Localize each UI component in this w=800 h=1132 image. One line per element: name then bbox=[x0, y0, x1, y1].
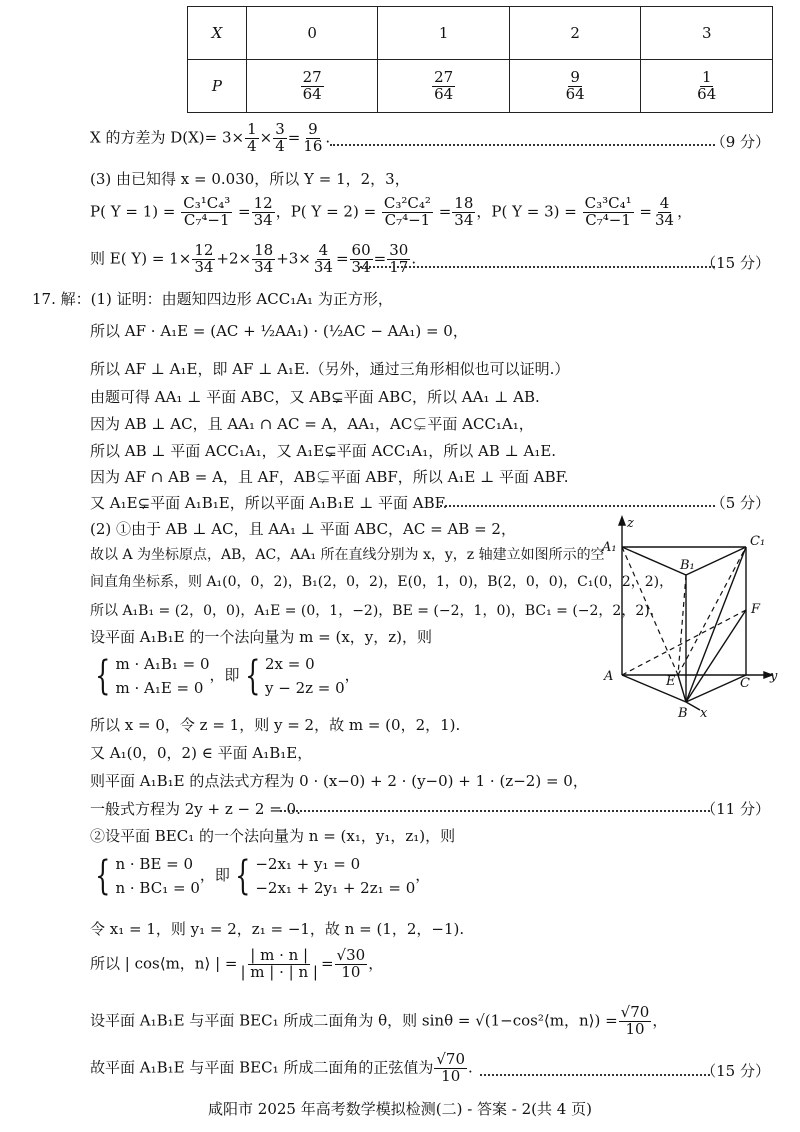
distribution-table bbox=[187, 6, 773, 113]
page-footer: 咸阳市 2025 年高考数学模拟检测(二) - 答案 - 2(共 4 页) bbox=[208, 1100, 592, 1118]
cell-x-label: X bbox=[188, 7, 247, 60]
text-line: 令 x₁ = 1，则 y₁ = 2，z₁ = −1，故 n = (1，2，−1). bbox=[90, 920, 465, 938]
label-x: x bbox=[700, 706, 708, 720]
text-line: 所以 AF · A₁E = (AC + ½AA₁) · (½AC − AA₁) = 0， bbox=[90, 322, 468, 340]
equation-system-1: { m · A₁B₁ = 0 m · A₁E = 0 ，即 { 2x = 0 y − 2z = 0 ， bbox=[95, 653, 360, 699]
z-axis-arrow bbox=[619, 517, 625, 525]
dot-leader bbox=[360, 266, 715, 268]
prism-figure bbox=[600, 515, 785, 720]
text-line: 则平面 A₁B₁E 的点法式方程为 0 · (x−0) + 2 · (y−0) + 1 · (z−2) = 0， bbox=[90, 772, 588, 790]
cell-p: $\frac{27}{64}$ bbox=[378, 60, 510, 113]
text-line: 故以 A 为坐标原点，AB，AC，AA₁ 所在直线分别为 x，y，z 轴建立如图所示的空 bbox=[90, 547, 605, 563]
dashed-b1-e bbox=[678, 575, 686, 675]
score-label: （15 分） bbox=[701, 254, 770, 272]
score-label: （9 分） bbox=[710, 133, 770, 151]
dot-leader bbox=[330, 144, 715, 146]
score-label: （5 分） bbox=[710, 494, 770, 512]
label-b1: B₁ bbox=[680, 558, 695, 573]
sine-line: 设平面 A₁B₁E 与平面 BEC₁ 所成二面角为 θ，则 sinθ = √(1−cos²⟨m，n⟩) = $\frac{√70}{10}$ ， bbox=[90, 1003, 668, 1038]
answer-line: 故平面 A₁B₁E 与平面 BEC₁ 所成二面角的正弦值为 $\frac{√70}{10}$ . bbox=[90, 1050, 473, 1085]
x-axis bbox=[686, 702, 700, 710]
text-line: 由题可得 AA₁ ⊥ 平面 ABC，又 AB⊊平面 ABC，所以 AA₁ ⊥ AB. bbox=[90, 388, 540, 406]
score-label: （11 分） bbox=[701, 800, 770, 818]
cell-x: 1 bbox=[378, 7, 510, 60]
dot-leader bbox=[480, 1074, 710, 1076]
cell-p: $\frac{1}{64}$ bbox=[641, 60, 773, 113]
question-17-heading: 17. 解：(1) 证明：由题知四边形 ACC₁A₁ 为正方形， bbox=[32, 290, 393, 308]
cell-x: 2 bbox=[509, 7, 641, 60]
score-label: （15 分） bbox=[701, 1062, 770, 1080]
text-line: 所以 AF ⊥ A₁E，即 AF ⊥ A₁E.（另外，通过三角形相似也可以证明.） bbox=[90, 360, 570, 378]
cell-x: 3 bbox=[641, 7, 773, 60]
text-line: (3) 由已知得 x = 0.030，所以 Y = 1，2，3， bbox=[90, 170, 410, 188]
cell-p: $\frac{27}{64}$ bbox=[246, 60, 378, 113]
text-line: 又 A₁(0，0，2) ∈ 平面 A₁B₁E， bbox=[90, 744, 313, 762]
probability-line: P( Y = 1) = $\frac{\text{C₃¹C₄³}}{\text{C₇⁴−1}}$ = $\frac{12}{34}$ ，P( Y = 2) = $\frac{\text{C₃²C₄²}}{\text{C₇⁴−1}}$ = $\frac{18}{34}$ ，P( Y = 3) = $\frac{\text{C₃³C₄¹}}{\text{C₇⁴−1}}$ = $\frac{4}{34}$ ， bbox=[90, 194, 693, 229]
label-c1: C₁ bbox=[750, 534, 766, 549]
edge-a-b bbox=[622, 675, 686, 702]
edge-a1-b1 bbox=[622, 547, 686, 575]
text-line: 因为 AB ⊥ AC，且 AA₁ ∩ AC = A，AA₁，AC⊊平面 ACC₁A₁， bbox=[90, 415, 534, 433]
table-row-x bbox=[188, 7, 773, 60]
label-e: E bbox=[666, 674, 676, 689]
variance-line: X 的方差为 D(X)= 3× $\frac{1}{4}$ × $\frac{3}{4}$ = $\frac{9}{16}$ . bbox=[90, 120, 331, 155]
label-z: z bbox=[627, 516, 634, 531]
label-c: C bbox=[740, 676, 750, 691]
text-line: (2) ①由于 AB ⊥ AC，且 AA₁ ⊥ 平面 ABC，AC = AB = 2， bbox=[90, 520, 516, 538]
cosine-line: 所以 | cos⟨m，n⟩ | = $\frac{| m \cdot n |}{| m | \cdot | n |}$ = $\frac{√30}{10}$ ， bbox=[90, 946, 384, 981]
label-b: B bbox=[678, 706, 688, 720]
text-line: 所以 AB ⊥ 平面 ACC₁A₁，又 A₁E⊊平面 ACC₁A₁，所以 AB ⊥ A₁E. bbox=[90, 442, 557, 460]
text-line: 设平面 A₁B₁E 的一个法向量为 m = (x，y，z)，则 bbox=[90, 628, 433, 646]
dashed-a-f bbox=[622, 610, 746, 675]
text-line: 一般式方程为 2y + z − 2 = 0. bbox=[90, 800, 301, 818]
text-line: 所以 x = 0，令 z = 1，则 y = 2，故 m = (0，2，1). bbox=[90, 716, 461, 734]
label-a: A bbox=[604, 669, 614, 684]
label-y: y bbox=[770, 669, 778, 684]
cell-p: $\frac{9}{64}$ bbox=[509, 60, 641, 113]
cell-p-label: P bbox=[188, 60, 247, 113]
label-f: F bbox=[751, 602, 761, 617]
label-a1: A₁ bbox=[602, 540, 617, 555]
text-line: 因为 AF ∩ AB = A，且 AF，AB⊊平面 ABF，所以 A₁E ⊥ 平面 ABF. bbox=[90, 468, 569, 486]
table-row-p bbox=[188, 60, 773, 113]
text-line: 间直角坐标系，则 A₁(0，0，2)，B₁(2，0，2)，E(0，1，0)，B(2，0，0)，C₁(0，2，2)， bbox=[90, 574, 674, 590]
dot-leader bbox=[440, 505, 715, 507]
cell-x: 0 bbox=[246, 7, 378, 60]
equation-system-2: { n · BE = 0 n · BC₁ = 0 ，即 { −2x₁ + y₁ = 0 −2x₁ + 2y₁ + 2z₁ = 0 ， bbox=[95, 853, 431, 899]
expectation-line: 则 E( Y) = 1× $\frac{12}{34}$ +2× $\frac{18}{34}$ +3× $\frac{4}{34}$ = $\frac{60}{34}$ = $\frac{30}{17}$ . bbox=[90, 241, 417, 276]
dot-leader bbox=[280, 810, 710, 812]
text-line: 所以 A₁B₁ = (2，0，0)，A₁E = (0，1，−2)，BE = (−2，1，0)，BC₁ = (−2，2，2). bbox=[90, 603, 655, 619]
dashed-a1-e bbox=[622, 547, 678, 675]
line-b-e bbox=[678, 675, 686, 702]
text-line: 又 A₁E⊊平面 A₁B₁E，所以平面 A₁B₁E ⊥ 平面 ABF. bbox=[90, 494, 448, 512]
text-line: ②设平面 BEC₁ 的一个法向量为 n = (x₁，y₁，z₁)，则 bbox=[90, 827, 456, 845]
